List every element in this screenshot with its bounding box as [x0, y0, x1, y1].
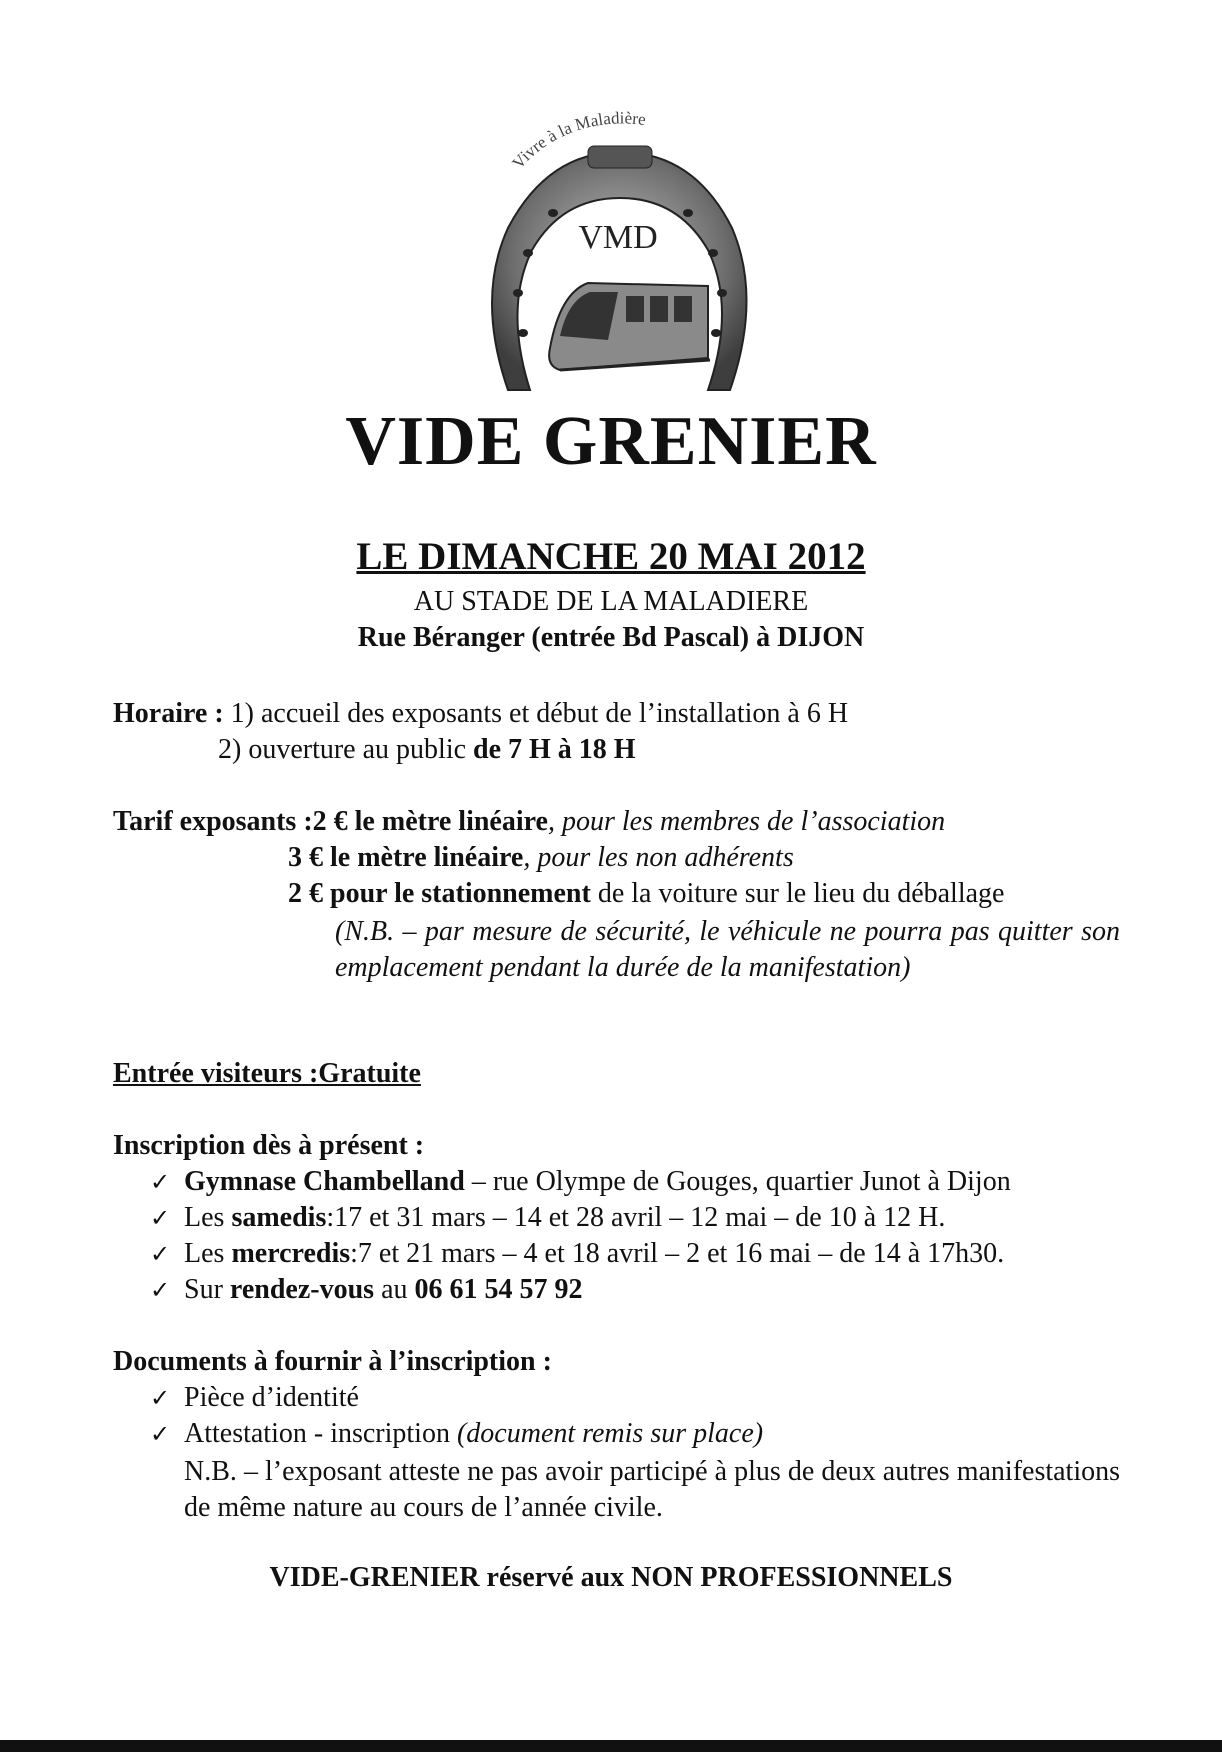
inscription-item-1 [150, 1166, 1011, 1198]
inscription-saturdays: samedis [231, 1202, 327, 1233]
horaire-line-2 [218, 734, 636, 766]
tarif-non-members: 3 € le mètre linéaire [288, 842, 524, 873]
inscription-phone: 06 61 54 57 92 [414, 1274, 583, 1305]
check-icon: ✓ [150, 1278, 171, 1304]
check-icon: ✓ [150, 1206, 171, 1232]
check-icon: ✓ [150, 1422, 171, 1448]
tarif-line-1 [113, 806, 945, 838]
bottom-rule [0, 1740, 1222, 1752]
tarif-label: Tarif exposants : [113, 806, 313, 837]
page-title: VIDE GRENIER [345, 403, 877, 480]
tarif-non-members-note: , pour les non adhérents [523, 842, 794, 873]
inscription-heading: Inscription dès à présent : [113, 1130, 425, 1161]
horaire-label: Horaire : [113, 698, 224, 729]
inscription-rdv-mid: au [374, 1274, 415, 1305]
documents-item-1 [150, 1382, 359, 1414]
tarif-security-note: (N.B. – par mesure de sécurité, le véhicule ne pourra pas quitter son emplacement pendant la durée de la manifestation) [335, 916, 1120, 983]
inscription-wednesdays-dates: :7 et 21 mars – 4 et 18 avril – 2 et 16 mai – de 14 à 17h30. [350, 1238, 1005, 1269]
inscription-saturdays-pre: Les [184, 1202, 232, 1233]
tarif-parking: 2 € pour le stationnement [288, 878, 591, 909]
inscription-item-3 [150, 1238, 1004, 1270]
footer-notice: VIDE-GRENIER réservé aux NON PROFESSIONNELS [269, 1562, 953, 1593]
event-address: Rue Béranger (entrée Bd Pascal) à DIJON [357, 622, 865, 653]
check-icon: ✓ [150, 1242, 171, 1268]
tarif-line-2 [288, 842, 794, 874]
documents-note: N.B. – l’exposant atteste ne pas avoir participé à plus de deux autres manifestations de même nature au cours de l’année civile. [184, 1456, 1120, 1523]
vmd-logo [468, 108, 768, 408]
inscription-rdv-pre: Sur [184, 1274, 230, 1305]
horaire-line-1 [113, 698, 848, 730]
inscription-wednesdays-pre: Les [184, 1238, 232, 1269]
inscription-place-detail: – rue Olympe de Gouges, quartier Junot à Dijon [464, 1166, 1011, 1197]
tarif-line-3 [288, 878, 1004, 910]
horaire-text-2: 2) ouverture au public [218, 734, 474, 765]
inscription-item-4 [150, 1274, 583, 1306]
inscription-wednesdays: mercredis [231, 1238, 351, 1269]
inscription-item-2 [150, 1202, 945, 1234]
inscription-saturdays-dates: :17 et 31 mars – 14 et 28 avril – 12 mai – de 10 à 12 H. [326, 1202, 946, 1233]
tarif-parking-note: de la voiture sur le lieu du déballage [590, 878, 1005, 909]
document-attestation: Attestation - inscription [184, 1418, 457, 1449]
inscription-place: Gymnase Chambelland [184, 1166, 465, 1197]
check-icon: ✓ [150, 1170, 171, 1196]
logo-monogram: VMD [578, 219, 658, 256]
horaire-text-1: 1) accueil des exposants et début de l’installation à 6 H [223, 698, 849, 729]
tarif-members-note: , pour les membres de l’association [547, 806, 946, 837]
document-attestation-note: (document remis sur place) [456, 1418, 764, 1449]
inscription-rdv: rendez-vous [229, 1274, 375, 1305]
event-date: LE DIMANCHE 20 MAI 2012 [356, 535, 866, 578]
tram-icon [549, 283, 710, 370]
document-id: Pièce d’identité [184, 1382, 359, 1413]
tarif-members: 2 € le mètre linéaire [312, 806, 548, 837]
entree-visiteurs: Entrée visiteurs :Gratuite [113, 1058, 421, 1089]
check-icon: ✓ [150, 1386, 171, 1412]
horaire-hours: de 7 H à 18 H [473, 734, 636, 765]
logo-arc-text: Vivre à la Maladière [508, 108, 648, 173]
documents-heading: Documents à fournir à l’inscription : [113, 1346, 552, 1377]
documents-item-2 [150, 1418, 763, 1450]
event-venue: AU STADE DE LA MALADIERE [413, 586, 809, 617]
